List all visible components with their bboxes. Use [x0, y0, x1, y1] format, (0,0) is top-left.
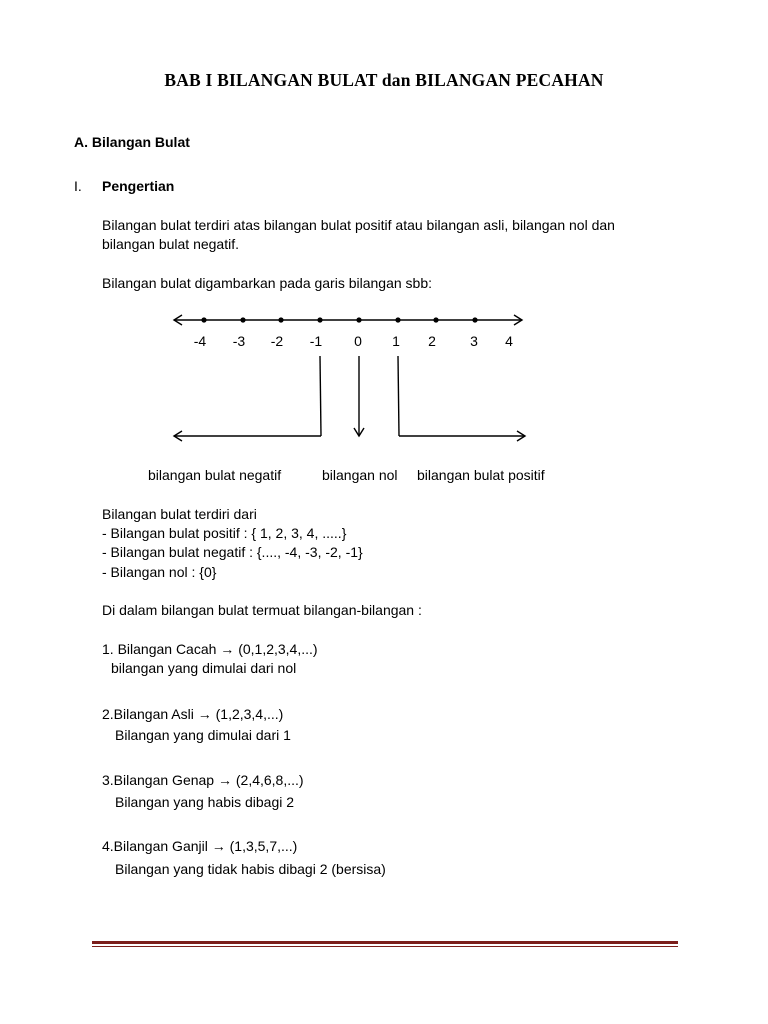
- tick-dot: [278, 317, 283, 322]
- tick-dot: [395, 317, 400, 322]
- subset-desc: Bilangan yang habis dibagi 2: [115, 794, 295, 810]
- caption-zero: bilangan nol: [322, 467, 398, 483]
- intro-line-2: bilangan bulat negatif.: [102, 236, 239, 252]
- subset-label: 2.Bilangan Asli → (1,2,3,4,...): [102, 706, 284, 722]
- subset-label: 4.Bilangan Ganjil → (1,3,5,7,...): [102, 838, 298, 854]
- section-heading-a: A. Bilangan Bulat: [74, 134, 190, 150]
- subset-desc: Bilangan yang dimulai dari 1: [115, 727, 291, 743]
- page-title: BAB I BILANGAN BULAT dan BILANGAN PECAHAN: [164, 70, 604, 90]
- negative-bracket-vertical: [320, 356, 321, 436]
- composition-heading: Bilangan bulat terdiri dari: [102, 506, 257, 522]
- tick-label: 3: [470, 333, 478, 349]
- composition-item: - Bilangan bulat positif : { 1, 2, 3, 4, .....}: [102, 525, 347, 541]
- tick-label: 1: [392, 333, 400, 349]
- number-line-intro: Bilangan bulat digambarkan pada garis bilangan sbb:: [102, 275, 433, 291]
- tick-dot: [201, 317, 206, 322]
- tick-dot: [356, 317, 361, 322]
- tick-label: -3: [232, 333, 246, 349]
- composition-item: - Bilangan nol : {0}: [102, 564, 217, 580]
- tick-label: -2: [270, 333, 284, 349]
- section-i-marker: I.: [74, 178, 82, 194]
- intro-line-1: Bilangan bulat terdiri atas bilangan bulat positif atau bilangan asli, bilangan nol dan: [102, 217, 615, 233]
- subset-desc: Bilangan yang tidak habis dibagi 2 (bersisa): [115, 861, 386, 877]
- section-heading-i: Pengertian: [102, 178, 175, 194]
- tick-label: -4: [193, 333, 207, 349]
- tick-dot: [317, 317, 322, 322]
- tick-dot: [433, 317, 438, 322]
- composition-item: - Bilangan bulat negatif : {...., -4, -3, -2, -1}: [102, 544, 363, 560]
- tick-label: -1: [309, 333, 323, 349]
- subset-label: 3.Bilangan Genap → (2,4,6,8,...): [102, 772, 304, 788]
- subset-label: 1. Bilangan Cacah → (0,1,2,3,4,...): [102, 641, 318, 657]
- caption-negative: bilangan bulat negatif: [148, 467, 282, 483]
- footer-rule-thin: [92, 946, 678, 947]
- caption-positive: bilangan bulat positif: [417, 467, 545, 483]
- tick-label: 4: [505, 333, 513, 349]
- subsets-intro: Di dalam bilangan bulat termuat bilangan-bilangan :: [102, 602, 422, 618]
- tick-dot: [240, 317, 245, 322]
- footer-rule-thick: [92, 941, 678, 944]
- tick-dot: [472, 317, 477, 322]
- subset-desc: bilangan yang dimulai dari nol: [111, 660, 297, 676]
- positive-bracket-vertical: [398, 356, 399, 436]
- tick-label: 0: [354, 333, 362, 349]
- tick-label: 2: [428, 333, 436, 349]
